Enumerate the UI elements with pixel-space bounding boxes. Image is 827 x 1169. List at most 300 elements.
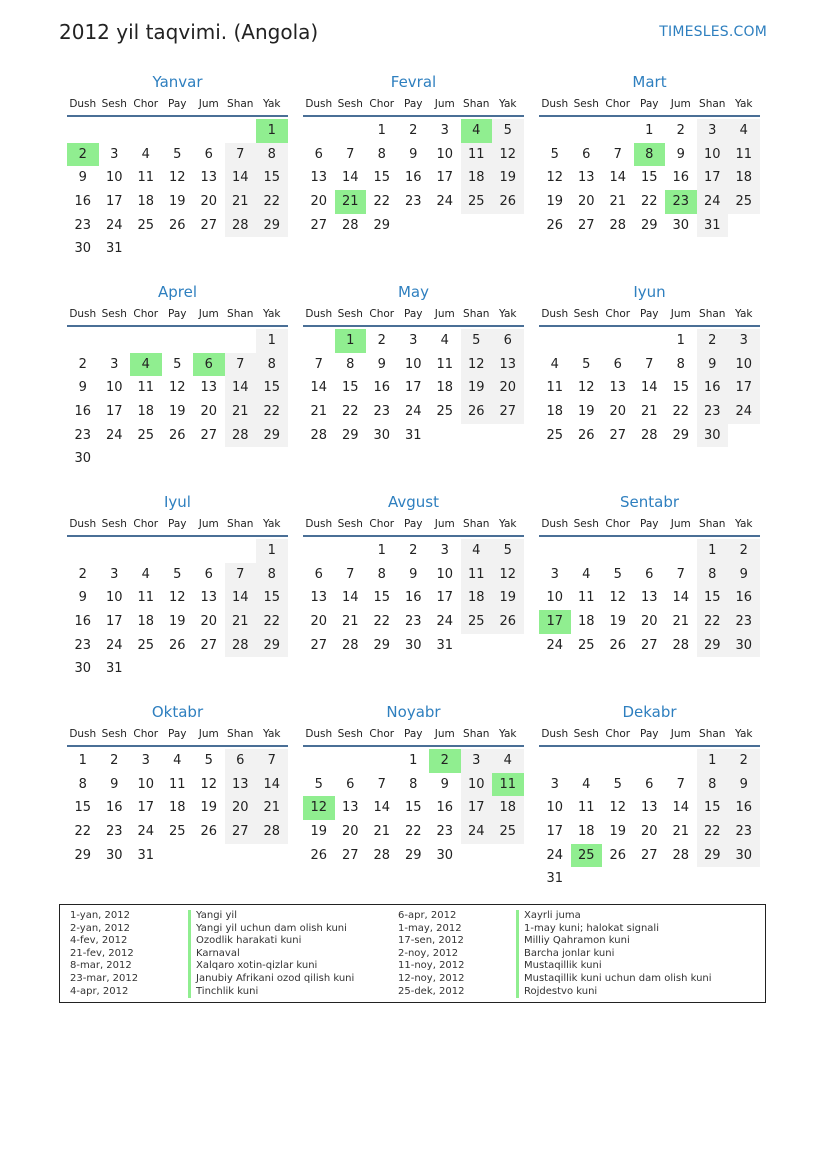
day-cell: 15 (697, 796, 729, 820)
day-cell: 19 (200, 800, 218, 816)
day-cell: 17 (461, 796, 493, 820)
day-cell: 14 (640, 380, 658, 396)
weekday-label: Sesh (337, 728, 363, 740)
weekday-label: Chor (605, 518, 631, 530)
day-cell: 19 (492, 166, 524, 190)
week-row (539, 400, 760, 424)
day-cell: 18 (137, 614, 155, 630)
holiday-date: 11-noy, 2012 (398, 960, 465, 972)
day-cell: 18 (137, 404, 155, 420)
weekday-label: Yak (263, 98, 281, 110)
day-cell: 28 (640, 427, 658, 443)
week-row (539, 773, 760, 797)
day-cell: 8 (697, 773, 729, 797)
day-cell: 2 (78, 566, 87, 582)
week-row (539, 586, 760, 610)
day-cell: 24 (436, 614, 454, 630)
day-cell: 27 (640, 847, 658, 863)
day-cell: 12 (461, 353, 493, 377)
day-cell: 11 (137, 170, 155, 186)
day-cell: 14 (225, 166, 257, 190)
weekday-label: Pay (639, 308, 659, 320)
day-cell: 30 (436, 847, 454, 863)
day-cell: 25 (546, 427, 564, 443)
day-cell: 2 (409, 543, 418, 558)
week-row (539, 796, 760, 820)
holiday-name: Rojdestvo kuni (516, 986, 712, 999)
month-name: May (397, 283, 429, 301)
day-cell: 19 (609, 824, 627, 840)
day-cell: 16 (728, 796, 760, 820)
week-row (539, 844, 760, 868)
weekday-label: Pay (403, 98, 423, 110)
month-name: Iyun (633, 283, 666, 301)
day-cell: 26 (310, 847, 328, 863)
empty-day-cell (256, 657, 288, 681)
holiday-date: 1-may, 2012 (398, 922, 462, 934)
week-row (539, 610, 760, 634)
empty-day-cell (539, 329, 571, 353)
weekday-header (539, 724, 760, 747)
day-cell: 5 (613, 776, 622, 792)
page-title: 2012 yil taqvimi. (Angola) (59, 20, 319, 44)
day-cell: 5 (582, 356, 591, 372)
day-cell: 28 (672, 637, 690, 653)
weekday-header (303, 514, 524, 537)
day-cell: 7 (225, 563, 257, 587)
day-cell: 22 (404, 824, 422, 840)
holiday-day-cell: 1 (256, 119, 288, 143)
day-cell: 5 (204, 753, 213, 768)
weekday-label: Shan (463, 518, 490, 530)
week-row (303, 214, 524, 238)
day-cell: 6 (314, 146, 323, 162)
weekday-label: Dush (69, 308, 97, 320)
day-cell: 15 (256, 586, 288, 610)
day-cell: 7 (314, 356, 323, 372)
day-cell: 6 (204, 146, 213, 162)
day-cell: 25 (137, 427, 155, 443)
week-row (67, 190, 288, 214)
holiday-name: Yangi yil uchun dam olish kuni (188, 923, 354, 936)
empty-day-cell (162, 329, 194, 353)
day-cell: 10 (728, 353, 760, 377)
empty-day-cell (492, 844, 524, 868)
day-cell: 29 (373, 217, 391, 233)
day-cell: 20 (225, 796, 257, 820)
empty-day-cell (602, 539, 634, 563)
week-row (67, 610, 288, 634)
day-cell: 21 (640, 404, 658, 420)
day-cell: 9 (409, 146, 418, 162)
day-cell: 19 (492, 586, 524, 610)
holiday-date: 21-fev, 2012 (70, 947, 134, 959)
month-name: Aprel (157, 283, 198, 301)
day-cell: 7 (225, 143, 257, 167)
day-cell: 20 (609, 404, 627, 420)
weekday-header (539, 514, 760, 537)
day-cell: 6 (314, 566, 323, 582)
weekday-label: Dush (69, 728, 97, 740)
empty-day-cell (193, 539, 225, 563)
day-cell: 29 (697, 634, 729, 658)
day-cell: 16 (105, 800, 123, 816)
month-name: Fevral (390, 73, 437, 91)
day-cell: 8 (78, 776, 87, 792)
day-cell: 1 (645, 123, 654, 138)
day-cell: 29 (341, 427, 359, 443)
day-cell: 19 (577, 404, 595, 420)
day-cell: 3 (728, 329, 760, 353)
empty-day-cell (571, 119, 603, 143)
day-cell: 20 (200, 194, 218, 210)
weekday-label: Shan (699, 518, 726, 530)
day-cell: 13 (640, 590, 658, 606)
empty-day-cell (539, 749, 571, 773)
day-cell: 16 (404, 590, 422, 606)
day-cell: 12 (546, 170, 564, 186)
day-cell: 12 (168, 590, 186, 606)
day-cell: 27 (200, 637, 218, 653)
month-iyun (539, 280, 760, 447)
month-mart (539, 70, 760, 237)
weekday-label: Yak (499, 518, 517, 530)
weekday-label: Dush (541, 308, 569, 320)
week-row (303, 610, 524, 634)
weekday-label: Jum (434, 308, 455, 320)
weekday-label: Pay (403, 308, 423, 320)
weekday-label: Chor (369, 98, 395, 110)
holiday-date: 8-mar, 2012 (70, 960, 132, 972)
day-cell: 9 (440, 776, 449, 792)
week-row (67, 749, 288, 773)
day-cell: 20 (640, 614, 658, 630)
day-cell: 20 (200, 614, 218, 630)
holiday-date: 2-noy, 2012 (398, 947, 459, 959)
holiday-name: Mustaqillik kuni uchun dam olish kuni (516, 973, 712, 986)
day-cell: 21 (341, 614, 359, 630)
day-cell: 9 (78, 170, 87, 186)
day-cell: 26 (546, 217, 564, 233)
day-cell: 22 (640, 194, 658, 210)
weekday-label: Yak (263, 308, 281, 320)
day-cell: 15 (373, 170, 391, 186)
day-cell: 20 (577, 194, 595, 210)
day-cell: 24 (105, 217, 123, 233)
week-row (67, 166, 288, 190)
day-cell: 3 (550, 566, 559, 582)
day-cell: 20 (341, 824, 359, 840)
day-cell: 6 (346, 776, 355, 792)
day-cell: 16 (74, 614, 92, 630)
day-cell: 5 (613, 566, 622, 582)
day-cell: 8 (409, 776, 418, 792)
empty-day-cell (335, 539, 367, 563)
weekday-label: Yak (499, 308, 517, 320)
empty-day-cell (193, 844, 225, 868)
week-row (67, 539, 288, 563)
day-cell: 17 (436, 590, 454, 606)
day-cell: 18 (728, 166, 760, 190)
empty-day-cell (461, 424, 493, 448)
day-cell: 25 (492, 820, 524, 844)
day-cell: 11 (728, 143, 760, 167)
week-row (539, 634, 760, 658)
day-cell: 27 (200, 427, 218, 443)
holiday-date: 4-apr, 2012 (70, 985, 129, 997)
holiday-date: 12-noy, 2012 (398, 972, 465, 984)
day-cell: 3 (440, 123, 449, 138)
day-cell: 28 (341, 217, 359, 233)
week-row (303, 119, 524, 143)
day-cell: 30 (74, 241, 92, 257)
month-name: Mart (632, 73, 667, 91)
weekday-label: Dush (69, 98, 97, 110)
day-cell: 17 (404, 380, 422, 396)
day-cell: 31 (546, 871, 564, 887)
day-cell: 6 (225, 749, 257, 773)
day-cell: 18 (436, 380, 454, 396)
weekday-label: Shan (699, 308, 726, 320)
weekday-label: Chor (133, 728, 159, 740)
holiday-name: Ozodlik harakati kuni (188, 935, 354, 948)
day-cell: 12 (168, 380, 186, 396)
week-row (67, 657, 288, 681)
day-cell: 4 (582, 566, 591, 582)
day-cell: 12 (492, 143, 524, 167)
weekday-header (67, 724, 288, 747)
weekday-label: Sesh (573, 98, 599, 110)
week-row (67, 634, 288, 658)
day-cell: 22 (256, 400, 288, 424)
day-cell: 30 (404, 637, 422, 653)
day-cell: 13 (200, 170, 218, 186)
holiday-date: 17-sen, 2012 (398, 935, 464, 947)
empty-day-cell (225, 657, 257, 681)
day-cell: 7 (346, 566, 355, 582)
day-cell: 31 (105, 241, 123, 257)
day-cell: 11 (461, 563, 493, 587)
empty-day-cell (303, 119, 335, 143)
day-cell: 10 (436, 566, 454, 582)
weekday-label: Pay (639, 728, 659, 740)
day-cell: 18 (137, 194, 155, 210)
day-cell: 17 (728, 376, 760, 400)
day-cell: 21 (225, 610, 257, 634)
empty-day-cell (193, 329, 225, 353)
weekday-label: Shan (227, 728, 254, 740)
day-cell: 22 (697, 610, 729, 634)
day-cell: 29 (373, 637, 391, 653)
day-cell: 10 (546, 590, 564, 606)
week-row (539, 353, 760, 377)
empty-day-cell (602, 119, 634, 143)
empty-day-cell (130, 447, 162, 471)
empty-day-cell (303, 539, 335, 563)
week-row (303, 820, 524, 844)
week-row (303, 190, 524, 214)
week-row (539, 539, 760, 563)
day-cell: 12 (200, 776, 218, 792)
month-name: Oktabr (151, 703, 204, 721)
day-cell: 10 (105, 590, 123, 606)
holiday-date: 4-fev, 2012 (70, 935, 128, 947)
day-cell: 18 (492, 796, 524, 820)
day-cell: 18 (168, 800, 186, 816)
day-cell: 9 (409, 566, 418, 582)
weekday-label: Shan (227, 518, 254, 530)
day-cell: 22 (373, 194, 391, 210)
day-cell: 11 (546, 380, 564, 396)
month-name: Dekabr (622, 703, 677, 721)
day-cell: 6 (613, 356, 622, 372)
day-cell: 5 (173, 566, 182, 582)
weekday-label: Pay (639, 518, 659, 530)
day-cell: 3 (550, 776, 559, 792)
day-cell: 27 (310, 217, 328, 233)
day-cell: 29 (256, 214, 288, 238)
weekday-label: Shan (463, 98, 490, 110)
day-cell: 30 (74, 451, 92, 467)
site-link[interactable]: TIMESLES.COM (659, 24, 767, 40)
weekday-header (539, 304, 760, 327)
month-iyul (67, 490, 288, 681)
holiday-day-cell: 4 (461, 119, 493, 143)
week-row (67, 237, 288, 261)
empty-day-cell (492, 214, 524, 238)
day-cell: 5 (314, 776, 323, 792)
day-cell: 7 (346, 146, 355, 162)
day-cell: 22 (373, 614, 391, 630)
day-cell: 19 (168, 614, 186, 630)
empty-day-cell (225, 447, 257, 471)
holiday-name: Xalqaro xotin-qizlar kuni (188, 960, 354, 973)
day-cell: 11 (461, 143, 493, 167)
month-name: Avgust (388, 493, 439, 511)
day-cell: 15 (341, 380, 359, 396)
month-name: Yanvar (152, 73, 203, 91)
day-cell: 28 (225, 634, 257, 658)
week-row (303, 844, 524, 868)
day-cell: 29 (74, 847, 92, 863)
week-row (303, 749, 524, 773)
empty-day-cell (99, 447, 131, 471)
day-cell: 6 (492, 329, 524, 353)
empty-day-cell (429, 424, 461, 448)
day-cell: 28 (373, 847, 391, 863)
week-row (67, 424, 288, 448)
day-cell: 15 (640, 170, 658, 186)
day-cell: 10 (404, 356, 422, 372)
day-cell: 26 (168, 217, 186, 233)
week-row (303, 563, 524, 587)
day-cell: 3 (461, 749, 493, 773)
weekday-label: Pay (167, 728, 187, 740)
empty-day-cell (130, 657, 162, 681)
empty-day-cell (99, 119, 131, 143)
day-cell: 25 (168, 824, 186, 840)
day-cell: 21 (225, 400, 257, 424)
weekday-label: Shan (227, 308, 254, 320)
day-cell: 12 (168, 170, 186, 186)
day-cell: 16 (728, 586, 760, 610)
holiday-date: 1-yan, 2012 (70, 910, 130, 921)
day-cell: 6 (645, 776, 654, 792)
holiday-name: Mustaqillik kuni (516, 960, 712, 973)
day-cell: 28 (225, 214, 257, 238)
day-cell: 12 (609, 590, 627, 606)
weekday-label: Sesh (101, 518, 127, 530)
empty-day-cell (571, 749, 603, 773)
day-cell: 12 (609, 800, 627, 816)
week-row (539, 166, 760, 190)
day-cell: 27 (200, 217, 218, 233)
week-row (539, 214, 760, 238)
weekday-label: Chor (133, 518, 159, 530)
day-cell: 3 (110, 566, 119, 582)
day-cell: 19 (168, 194, 186, 210)
day-cell: 16 (697, 376, 729, 400)
day-cell: 1 (377, 543, 386, 558)
day-cell: 25 (461, 610, 493, 634)
weekday-label: Yak (499, 98, 517, 110)
empty-day-cell (256, 844, 288, 868)
holiday-name: Janubiy Afrikani ozod qilish kuni (188, 973, 354, 986)
week-row (539, 867, 760, 891)
day-cell: 31 (105, 661, 123, 677)
week-row (303, 329, 524, 353)
empty-day-cell (398, 214, 430, 238)
empty-day-cell (193, 237, 225, 261)
day-cell: 1 (256, 539, 288, 563)
weekday-label: Chor (133, 308, 159, 320)
empty-day-cell (99, 539, 131, 563)
day-cell: 15 (74, 800, 92, 816)
day-cell: 3 (110, 356, 119, 372)
day-cell: 2 (78, 356, 87, 372)
day-cell: 8 (676, 356, 685, 372)
empty-day-cell (256, 237, 288, 261)
day-cell: 27 (577, 217, 595, 233)
holiday-day-cell: 2 (67, 143, 99, 167)
day-cell: 14 (225, 376, 257, 400)
empty-day-cell (728, 424, 760, 448)
day-cell: 15 (373, 590, 391, 606)
day-cell: 28 (341, 637, 359, 653)
day-cell: 1 (377, 123, 386, 138)
empty-day-cell (256, 447, 288, 471)
empty-day-cell (539, 119, 571, 143)
day-cell: 22 (256, 610, 288, 634)
day-cell: 26 (168, 637, 186, 653)
day-cell: 17 (105, 194, 123, 210)
week-row (67, 563, 288, 587)
weekday-label: Pay (403, 518, 423, 530)
day-cell: 11 (577, 800, 595, 816)
holiday-name: Xayrli juma (516, 910, 712, 923)
empty-day-cell (665, 539, 697, 563)
day-cell: 27 (640, 637, 658, 653)
day-cell: 12 (492, 563, 524, 587)
weekday-label: Chor (369, 308, 395, 320)
day-cell: 6 (582, 146, 591, 162)
day-cell: 23 (728, 610, 760, 634)
weekday-header (539, 94, 760, 117)
day-cell: 13 (640, 800, 658, 816)
day-cell: 10 (105, 380, 123, 396)
day-cell: 23 (74, 427, 92, 443)
empty-day-cell (162, 539, 194, 563)
